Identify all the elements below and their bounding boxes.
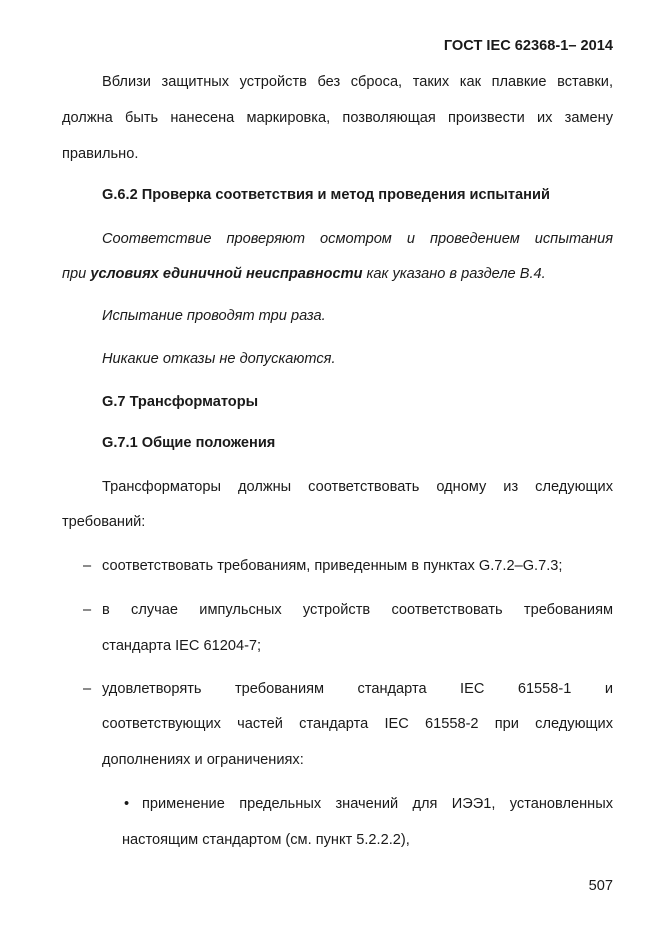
- list-dash: –: [83, 681, 92, 697]
- list-dash: –: [83, 558, 92, 574]
- paragraph-line: требований:: [62, 514, 146, 530]
- bullet-item-continuation: настоящим стандартом (см. пункт 5.2.2.2),: [122, 832, 410, 848]
- page-number: 507: [588, 878, 613, 894]
- paragraph-line: Никакие отказы не допускаются.: [102, 351, 336, 367]
- paragraph-line: Вблизи защитных устройств без сброса, таких как плавкие вставки,: [102, 74, 613, 90]
- list-item: в случае импульсных устройств соответствовать требованиям: [102, 602, 613, 618]
- document-header: ГОСТ IEC 62368-1– 2014: [443, 38, 613, 54]
- list-item: соответствовать требованиям, приведенным в пунктах G.7.2–G.7.3;: [102, 558, 563, 574]
- paragraph-line: должна быть нанесена маркировка, позволяющая произвести их замену: [62, 110, 613, 126]
- paragraph-line: [62, 266, 613, 282]
- section-heading-g7: G.7 Трансформаторы: [102, 394, 259, 410]
- paragraph-line: Трансформаторы должны соответствовать одному из следующих: [102, 479, 613, 495]
- list-item-continuation: дополнениях и ограничениях:: [102, 752, 304, 768]
- paragraph-line: Соответствие проверяют осмотром и проведением испытания: [102, 231, 613, 247]
- bullet-marker: •: [124, 796, 130, 812]
- list-dash: –: [83, 602, 92, 618]
- bullet-item: применение предельных значений для ИЭЭ1, установленных: [142, 796, 613, 812]
- list-item-continuation: стандарта IEC 61204-7;: [102, 638, 262, 654]
- list-item: удовлетворять требованиям стандарта IEC 61558-1 и: [102, 681, 613, 697]
- bold-term: условиях единичной неисправности: [90, 266, 363, 282]
- section-heading-g62: G.6.2 Проверка соответствия и метод проведения испытаний: [102, 187, 550, 203]
- section-heading-g71: G.7.1 Общие положения: [102, 435, 276, 451]
- list-item-continuation: соответствующих частей стандарта IEC 61558-2 при следующих: [102, 716, 613, 732]
- paragraph-line: правильно.: [62, 146, 139, 162]
- text-run: при: [62, 266, 91, 282]
- text-run: как указано в разделе B.4.: [362, 266, 546, 282]
- paragraph-line: Испытание проводят три раза.: [102, 308, 326, 324]
